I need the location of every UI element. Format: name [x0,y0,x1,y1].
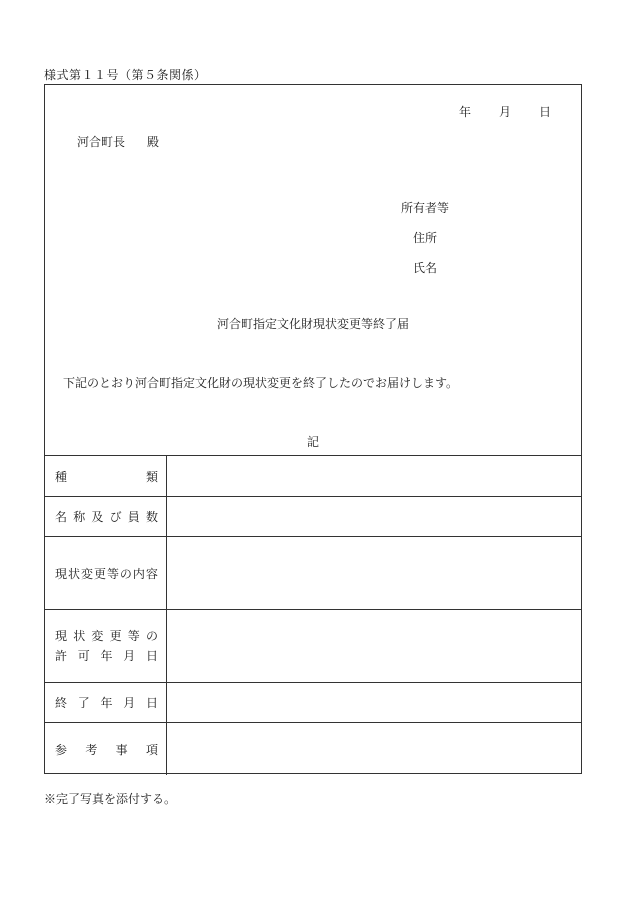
char: 日 [145,649,158,663]
char: 月 [123,649,136,663]
char: 変 [80,566,93,581]
char: 数 [145,510,158,524]
char: 考 [85,742,98,757]
owner-heading: 所有者等 [401,201,450,215]
char: 年 [100,696,113,710]
char: 現 [55,566,68,581]
char: の [119,566,132,581]
owner-name-label: 氏名 [413,261,438,275]
char: 事 [115,742,128,757]
char: 項 [145,742,158,757]
value-name-count [167,497,581,536]
value-kind [167,456,581,496]
char: 更 [93,566,106,581]
value-permit-date [167,610,581,682]
char: 了 [77,696,90,710]
date-month: 月 [498,105,511,119]
addressee-name: 河合町長 [77,135,126,149]
addressee [77,133,159,150]
form-title: 河合町指定文化財現状変更等終了届 [216,317,409,331]
char: 参 [55,742,68,757]
char: 日 [145,696,158,710]
table-row-permit-date [45,610,581,683]
table-row-reference [45,723,581,775]
char: 種 [55,469,68,484]
form-frame [44,84,582,774]
char: 月 [123,696,136,710]
footnote: ※完了写真を添付する。 [44,792,177,806]
table-row-end-date [45,683,581,723]
body-text: 下記のとおり河合町指定文化財の現状変更を終了したのでお届けします。 [63,376,459,390]
char: 名 [55,510,68,524]
owner-block [401,193,449,283]
label-name-count [45,497,167,536]
addressee-suffix: 殿 [147,135,160,149]
char: 等 [127,629,140,643]
owner-address-label: 住所 [413,231,438,245]
table-row-name-count [45,497,581,537]
date-row [459,103,551,120]
char: 内 [132,566,145,581]
value-reference [167,723,581,775]
char: 員 [127,510,140,524]
value-content [167,537,581,609]
table-row-content [45,537,581,610]
char: 可 [77,649,90,663]
date-year: 年 [458,105,471,119]
label-reference [45,723,167,775]
label-end-date [45,683,167,722]
label-permit-date [45,610,167,682]
char: の [145,629,158,643]
value-end-date [167,683,581,722]
char: 状 [67,566,80,581]
details-table [45,455,581,775]
char: 容 [145,566,158,581]
char: 許 [55,649,68,663]
date-day: 日 [538,105,551,119]
char: 類 [145,469,158,484]
table-row-kind [45,456,581,497]
char: 及 [91,510,104,524]
label-content [45,537,167,609]
form-number: 様式第１１号（第５条関係） [44,68,207,82]
char: 変 [91,629,104,643]
char: 状 [73,629,86,643]
ki-heading: 記 [306,435,319,449]
char: 終 [55,696,68,710]
char: 現 [55,629,68,643]
char: 更 [109,629,122,643]
char: び [109,510,122,524]
label-kind [45,456,167,496]
char: 称 [73,510,86,524]
char: 等 [106,566,119,581]
char: 年 [100,649,113,663]
